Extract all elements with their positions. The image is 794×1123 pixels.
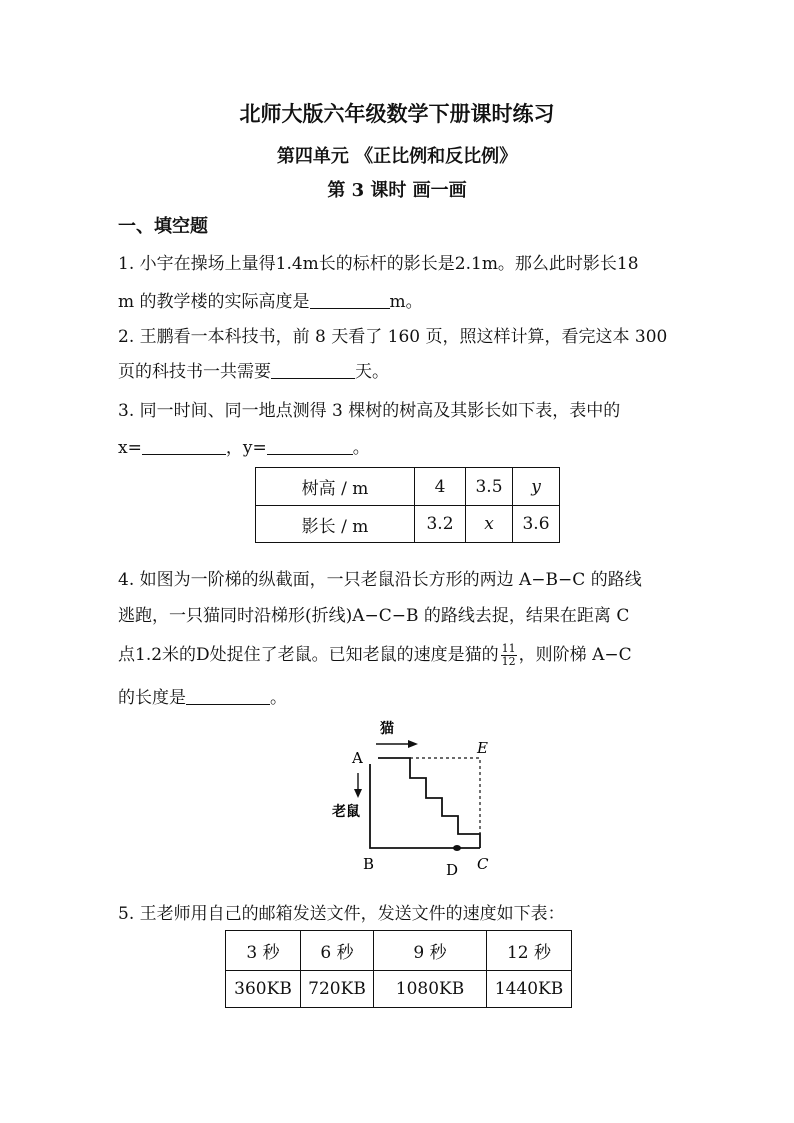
q2-line1: 2. 王鹏看一本科技书，前 8 天看了 160 页，照这样计算，看完这本 300 [118,327,668,347]
q4-text: 的长度是 [118,688,186,708]
q1-line1: 1. 小宇在操场上量得1.4m长的标杆的影长是2.1m。那么此时影长18 [118,254,639,274]
q2-text: 页的科技书一共需要 [118,362,271,382]
q4-fraction-numerator: 11 [501,642,516,655]
point-a-label: A [352,749,363,767]
q5-cell: 360KB [226,971,301,1008]
q3-cell: 3.5 [466,468,513,506]
q3-cell: 4 [415,468,466,506]
q1-unit: m。 [389,292,423,312]
q4-text: 点1.2米的D处捉住了老鼠。已知老鼠的速度是猫的 [118,645,499,665]
q4-fraction [501,643,517,668]
point-e-label: E [477,739,488,757]
section-heading: 一、填空题 [118,216,208,237]
mouse-label: 老鼠 [332,804,360,820]
q2-answer-blank[interactable] [271,361,355,379]
lesson-title: 第 3 课时 画一画 [327,180,467,201]
cat-arrow-head [408,740,418,748]
q4-line2: 逃跑，一只猫同时沿梯形(折线)A−C−B 的路线去捉，结果在距离 C [118,606,630,626]
q3-cell: 3.2 [415,506,466,543]
q5-cell: 9 秒 [374,931,487,971]
q5-cell: 1440KB [487,971,572,1008]
q3-cell: 影长 / m [256,506,415,543]
q3-cell: y [513,468,560,506]
q3-tree-table [255,467,560,543]
q3-x-blank[interactable] [142,437,226,455]
mouse-arrow-head [354,789,362,798]
q3-line2 [118,433,370,458]
q5-cell: 12 秒 [487,931,572,971]
dashed-rectangle-edge [410,758,480,834]
q5-cell: 6 秒 [301,931,374,971]
q3-y-blank[interactable] [267,437,353,455]
q5-line1: 5. 王老师用自己的邮箱发送文件，发送文件的速度如下表： [118,904,565,924]
q3-cell: 树高 / m [256,468,415,506]
q3-row-shadow [256,506,560,543]
point-d-marker [453,845,461,851]
q5-cell: 3 秒 [226,931,301,971]
q4-line3 [118,640,632,668]
q2-unit: 天。 [355,362,389,382]
worksheet-title: 北师大版六年级数学下册课时练习 [239,101,555,126]
unit-title: 第四单元 《正比例和反比例》 [276,146,518,167]
point-d-label: D [446,861,459,879]
q1-line2 [118,287,423,312]
q3-end: 。 [352,438,370,458]
q1-text: m 的教学楼的实际高度是 [118,292,310,312]
q4-line4 [118,683,287,708]
q5-speed-table [225,930,572,1008]
q5-cell: 720KB [301,971,374,1008]
q2-line2 [118,357,389,382]
q3-sep: ，y= [225,438,267,458]
cat-label: 猫 [380,721,394,737]
staircase-path [378,758,480,848]
q4-text-end: ，则阶梯 A−C [518,645,632,665]
q4-line1: 4. 如图为一阶梯的纵截面，一只老鼠沿长方形的两边 A−B−C 的路线 [118,570,642,590]
q4-fraction-denominator: 12 [501,655,516,668]
q1-answer-blank[interactable] [310,291,390,309]
q3-row-height [256,468,560,506]
point-b-label: B [363,855,375,873]
staircase-figure [330,712,500,882]
q5-cell: 1080KB [374,971,487,1008]
q3-line1: 3. 同一时间、同一地点测得 3 棵树的树高及其影长如下表，表中的 [118,401,621,421]
q5-row-size [226,971,572,1008]
q3-cell: 3.6 [513,506,560,543]
q3-x-label: x= [118,438,142,458]
q4-end: 。 [270,688,287,708]
q4-answer-blank[interactable] [186,687,270,705]
mouse-path-a-b-c [370,764,480,848]
point-c-label: C [477,855,489,873]
q5-row-time [226,931,572,971]
q3-cell: x [466,506,513,543]
